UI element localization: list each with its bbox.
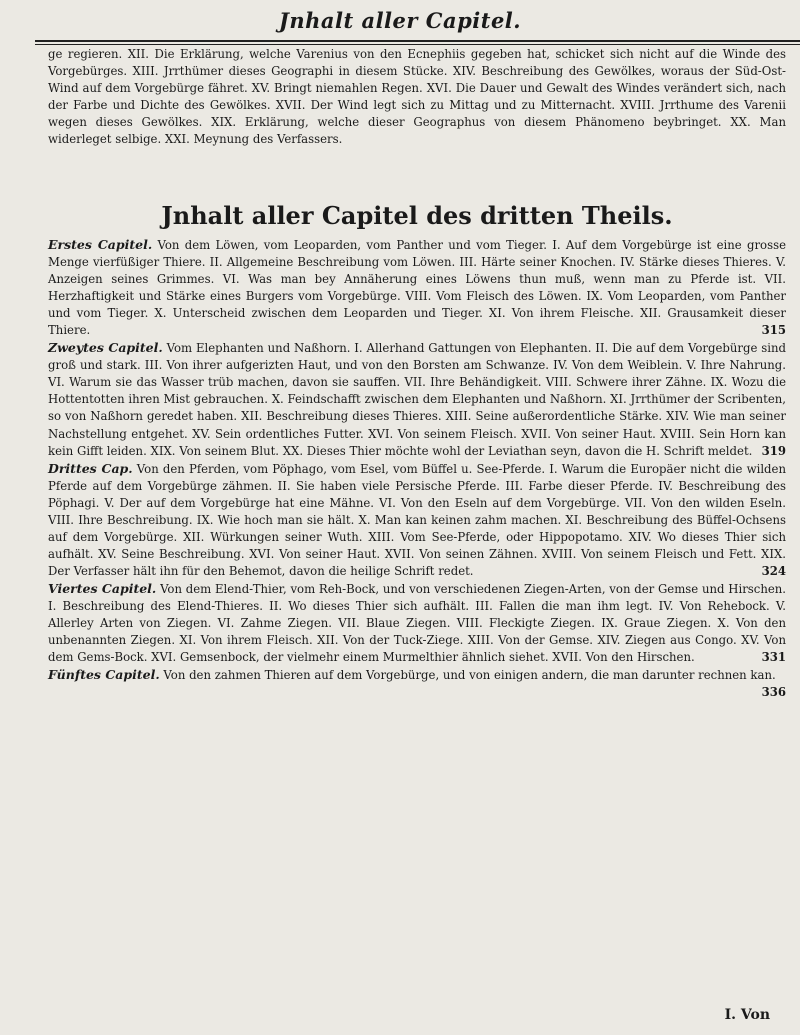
chapter-list bbox=[48, 236, 786, 701]
chapter-text: Von den zahmen Thieren auf dem Vorgebürge, und von einigen andern, die man darunter rechnen kan. bbox=[163, 668, 776, 683]
chapter-label: Drittes Cap. bbox=[48, 460, 133, 476]
chapter-label: Erstes Capitel. bbox=[48, 237, 153, 252]
chapter-page-number: 315 bbox=[761, 323, 786, 338]
chapter-label: Zweytes Capitel. bbox=[48, 340, 163, 356]
header-rule bbox=[35, 40, 800, 42]
page-header: Jnhalt aller Capitel. bbox=[278, 8, 522, 33]
chapter-entry bbox=[48, 580, 786, 666]
chapter-page-number: 319 bbox=[761, 443, 786, 458]
chapter-entry bbox=[48, 236, 786, 339]
preceding-contents bbox=[48, 46, 786, 148]
chapter-text: Von dem Elend-Thier, vom Reh-Bock, und von verschiedenen Ziegen-Arten, von der Gemse und Hirschen. I. Beschreibung des Elend-Thieres. II. Wo dieses Thier sich aufhält. III. Fallen die man ihm legt. IV. Von Rehebock. V. Allerley Arten von Ziegen. VI. Zahme Ziegen. VII. Blaue Ziegen. VIII. Fleckigte Ziegen. IX. Graue Ziegen. X. Von den unbenannten Ziegen. XI. Von ihrem Fleisch. XII. Von der Tuck-Ziege. XIII. Von der Gemse. XIV. Ziegen aus Congo. XV. Von dem Gems-Bock. XVI. Gemsenbock, der vielmehr einem Murmelthier ähnlich siehet. XVII. Von den Hirschen. bbox=[48, 581, 787, 665]
chapter-entry bbox=[48, 666, 786, 700]
chapter-text: Vom Elephanten und Naßhorn. I. Allerhand Gattungen von Elephanten. II. Die auf dem Vorgebürge sind groß und stark. III. Von ihrer aufgerizten Haut, und von den Borsten am Schwanze. IV. Von dem Weiblein. V. Ihre Nahrung. VI. Warum sie das Wasser trüb machen, davon sie sauffen. VII. Ihre Behändigkeit. VIII. Schwere ihrer Zähne. IX. Wozu die Hottentotten ihren Mist gebrauchen. X. Feindschafft zwischen dem Elephanten und Naßhorn. XI. Jrrthümer der Scribenten, so von Naßhorn geredet haben. XII. Beschreibung dieses Thieres. XIII. Seine außerordentliche Stärke. XIV. Wie man seiner Nachstellung entgehet. XV. Sein ordentliches Futter. XVI. Von seinem Fleisch. XVII. Von seiner Haut. XVIII. Sein Horn kan kein Gifft leiden. XIX. Von seinem Blut. XX. Dieses Thier möchte wohl der Leviathan seyn, davon die H. Schrift meldet. bbox=[48, 341, 786, 458]
preceding-paragraph: ge regieren. XII. Die Erklärung, welche Varenius von den Ecnephiis gegeben hat, schicket sich nicht auf die Winde des Vorgebürges. XIII. Jrrthümer dieses Geographi in diesem Stücke. XIV. Beschreibung des Gewölkes, woraus der Süd-Ost-Wind auf dem Vorgebürge fähret. XV. Bringt niemahlen Regen. XVI. Die Dauer und Gewalt des Windes verändert sich, nach der Farbe und Dichte des Gewölkes. XVII. Der Wind legt sich zu Mittag und zu Mitternacht. XVIII. Jrrthume des Varenii wegen dieses Gewölkes. XIX. Erklärung, welche dieser Geographus von diesem Phänomeno beybringet. XX. Man widerleget selbige. XXI. Meynung des Verfassers. bbox=[48, 47, 786, 147]
chapter-text: Von dem Löwen, vom Leoparden, vom Panther und vom Tieger. I. Auf dem Vorgebürge ist eine grosse Menge vierfüßiger Thiere. II. Allgemeine Beschreibung vom Löwen. III. Härte seiner Knochen. IV. Stärke dieses Thieres. V. Anzeigen seines Grimmes. VI. Was man bey Annäherung eines Löwens thun muß, wenn man zu Pferde ist. VII. Herzhaftigkeit und Stärke eines Burgers vom Vorgebürge. VIII. Vom Fleisch des Löwen. IX. Vom Leoparden, vom Panther und vom Tieger. X. Unterscheid zwischen dem Leoparden und Tieger. XI. Von ihrem Fleische. XII. Grausamkeit dieser Thiere. bbox=[48, 238, 786, 338]
chapter-text: Von den Pferden, vom Pöphago, vom Esel, vom Büffel u. See-Pferde. I. Warum die Europäer nicht die wilden Pferde auf dem Vorgebürge zähmen. II. Sie haben viele Persische Pferde. III. Farbe dieser Pferde. IV. Beschreibung des Pöphagi. V. Der auf dem Vorgebürge hat eine Mähne. VI. Von den Eseln auf dem Vorgebürge. VII. Von den wilden Eseln. VIII. Ihre Beschreibung. IX. Wie hoch man sie hält. X. Man kan keinen zahm machen. XI. Beschreibung des Büffel-Ochsens auf dem Vorgebürge. XII. Würkungen seiner Wuth. XIII. Vom See-Pferde, oder Hippopotamo. XIV. Wo dieses Thier sich aufhält. XV. Seine Beschreibung. XVI. Von seiner Haut. XVII. Von seinen Zähnen. XVIII. Von seinem Fleisch und Fett. XIX. Der Verfasser hält ihn für den Behemot, davon die heilige Schrift redet. bbox=[48, 461, 786, 578]
chapter-label: Fünftes Capitel. bbox=[48, 667, 160, 683]
chapter-page-number: 324 bbox=[761, 563, 786, 578]
chapter-entry bbox=[48, 460, 786, 580]
chapter-page-number: 336 bbox=[761, 685, 786, 700]
chapter-page-number: 331 bbox=[761, 650, 786, 665]
part-title: Jnhalt aller Capitel des dritten Theils. bbox=[161, 201, 673, 230]
chapter-label: Viertes Capitel. bbox=[48, 580, 157, 596]
header-rule-thin bbox=[35, 44, 800, 45]
chapter-entry bbox=[48, 339, 786, 459]
catchword: I. Von bbox=[724, 1007, 770, 1023]
